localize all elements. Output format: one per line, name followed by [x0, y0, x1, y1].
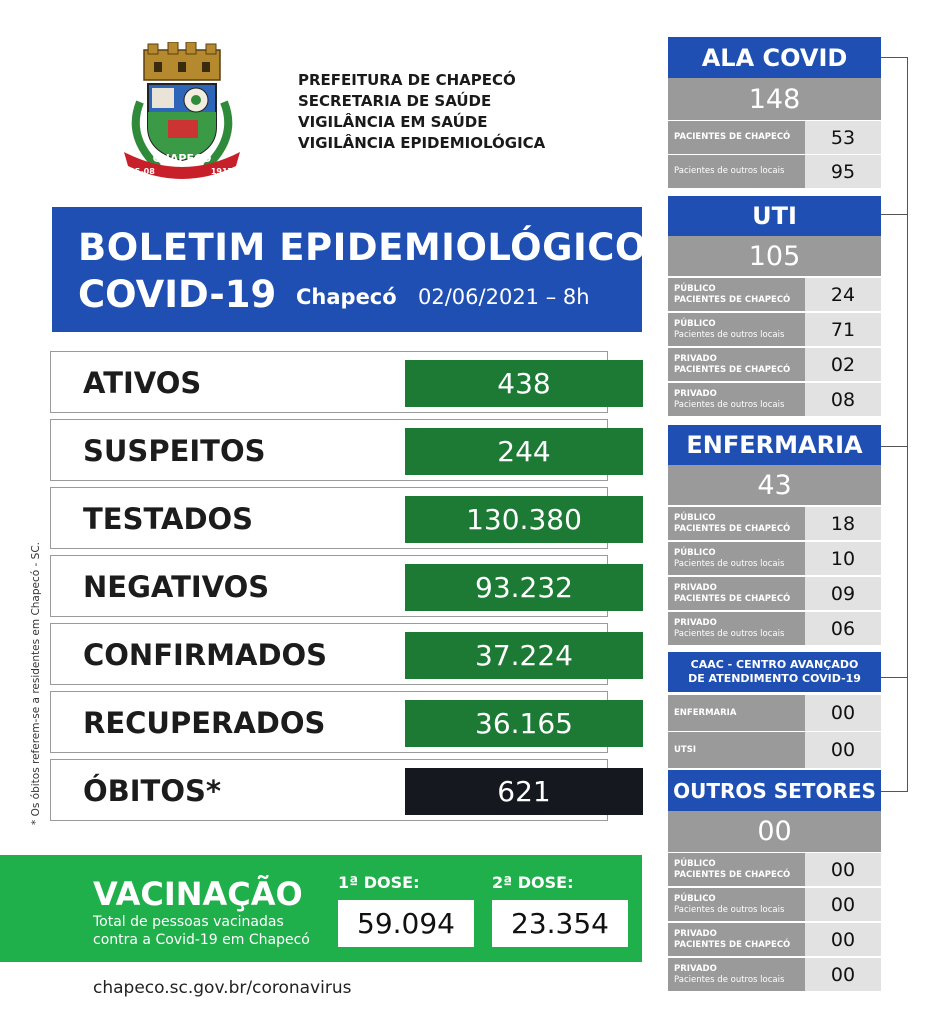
enfermaria-total: 43: [668, 465, 881, 505]
page-title: BOLETIM EPIDEMIOLÓGICO: [78, 226, 647, 269]
row-label: PÚBLICO Pacientes de outros locais: [668, 313, 805, 346]
vaccination-title: VACINAÇÃO: [93, 875, 303, 913]
dose2-value: 23.354: [492, 900, 628, 947]
outros-setores-header: OUTROS SETORES: [668, 770, 881, 811]
organization-name: [298, 70, 545, 154]
panel-connector-tick: [881, 677, 908, 678]
deaths-footnote: [12, 505, 52, 825]
row-value: 24: [805, 278, 881, 311]
row-label: PRIVADO PACIENTES DE CHAPECÓ: [668, 348, 805, 381]
vaccination-panel: [0, 855, 642, 962]
stat-label: NEGATIVOS: [83, 570, 270, 604]
crest-date-left: 25-08: [129, 167, 155, 176]
uti-row: [668, 382, 881, 416]
page-subtitle: COVID-19: [78, 273, 277, 316]
crest-date-right: 1917: [210, 167, 234, 176]
stat-label: ÓBITOS*: [83, 774, 222, 808]
row-label: Pacientes de outros locais: [668, 155, 805, 188]
stat-value: 93.232: [405, 564, 643, 611]
enfermaria-row: [668, 541, 881, 575]
chapeco-coat-of-arms: [118, 42, 246, 182]
uti-row: [668, 347, 881, 381]
row-value: 00: [805, 958, 881, 991]
ala-covid-row: [668, 120, 881, 154]
stat-row-obitos: [50, 759, 608, 821]
org-line-1: PREFEITURA DE CHAPECÓ: [298, 71, 516, 89]
row-label: PÚBLICO PACIENTES DE CHAPECÓ: [668, 278, 805, 311]
outros-setores-row: [668, 887, 881, 921]
stat-label: TESTADOS: [83, 502, 254, 536]
row-value: 00: [805, 732, 881, 768]
row-value: 00: [805, 923, 881, 956]
stat-row-ativos: [50, 351, 608, 413]
dose1-value: 59.094: [338, 900, 474, 947]
dose2-label: 2ª DOSE:: [492, 873, 574, 892]
uti-header: UTI: [668, 196, 881, 236]
stat-label: SUSPEITOS: [83, 434, 266, 468]
caac-row: [668, 731, 881, 768]
enfermaria-header: ENFERMARIA: [668, 425, 881, 465]
stat-value: 438: [405, 360, 643, 407]
row-label: PÚBLICO Pacientes de outros locais: [668, 888, 805, 921]
row-value: 18: [805, 507, 881, 540]
row-value: 95: [805, 155, 881, 188]
stat-value: 37.224: [405, 632, 643, 679]
ala-covid-total: 148: [668, 78, 881, 120]
stat-value: 244: [405, 428, 643, 475]
uti-row: [668, 312, 881, 346]
vaccination-subtitle-line-2: contra a Covid-19 em Chapecó: [93, 932, 310, 948]
row-value: 00: [805, 695, 881, 731]
stat-row-recuperados: [50, 691, 608, 753]
row-value: 53: [805, 121, 881, 154]
panel-connector-line: [881, 57, 908, 792]
row-label: PACIENTES DE CHAPECÓ: [668, 121, 805, 154]
stat-label: RECUPERADOS: [83, 706, 326, 740]
enfermaria-row: [668, 506, 881, 540]
enfermaria-row: [668, 576, 881, 610]
stat-value: 36.165: [405, 700, 643, 747]
row-value: 00: [805, 853, 881, 886]
stat-row-testados: [50, 487, 608, 549]
outros-setores-row: [668, 852, 881, 886]
row-label: PRIVADO Pacientes de outros locais: [668, 612, 805, 645]
row-value: 10: [805, 542, 881, 575]
row-label: PRIVADO Pacientes de outros locais: [668, 383, 805, 416]
stat-label: CONFIRMADOS: [83, 638, 328, 672]
stat-label: ATIVOS: [83, 366, 202, 400]
enfermaria-row: [668, 611, 881, 645]
org-line-3: VIGILÂNCIA EM SAÚDE: [298, 113, 488, 131]
outros-setores-total: 00: [668, 811, 881, 852]
row-value: 02: [805, 348, 881, 381]
panel-connector-tick: [881, 446, 908, 447]
vaccination-subtitle-line-1: Total de pessoas vacinadas: [93, 914, 284, 930]
bulletin-date: 02/06/2021 – 8h: [418, 285, 590, 309]
caac-title-line-1: CAAC - CENTRO AVANÇADO: [690, 658, 859, 671]
row-label: PÚBLICO Pacientes de outros locais: [668, 542, 805, 575]
website-url: chapeco.sc.gov.br/coronavirus: [93, 978, 352, 998]
uti-total: 105: [668, 236, 881, 276]
outros-setores-row: [668, 957, 881, 991]
ala-covid-header: ALA COVID: [668, 37, 881, 78]
row-label: UTSI: [668, 732, 805, 768]
org-line-2: SECRETARIA DE SAÚDE: [298, 92, 492, 110]
row-label: PRIVADO Pacientes de outros locais: [668, 958, 805, 991]
crest-city-text: CHAPECÓ: [152, 152, 212, 165]
panel-connector-tick: [881, 214, 908, 215]
vaccination-subtitle: [93, 913, 310, 949]
row-value: 71: [805, 313, 881, 346]
row-value: 08: [805, 383, 881, 416]
row-label: PRIVADO PACIENTES DE CHAPECÓ: [668, 923, 805, 956]
row-value: 09: [805, 577, 881, 610]
caac-title-line-2: DE ATENDIMENTO COVID-19: [688, 672, 861, 685]
caac-row: [668, 694, 881, 731]
stat-row-suspeitos: [50, 419, 608, 481]
dose1-label: 1ª DOSE:: [338, 873, 420, 892]
deaths-footnote-text: * Os óbitos referem-se a residentes em Chapecó - SC.: [30, 542, 42, 825]
row-label: PRIVADO PACIENTES DE CHAPECÓ: [668, 577, 805, 610]
stat-row-confirmados: [50, 623, 608, 685]
row-label: PÚBLICO PACIENTES DE CHAPECÓ: [668, 507, 805, 540]
org-line-4: VIGILÂNCIA EPIDEMIOLÓGICA: [298, 134, 546, 152]
stat-value: 621: [405, 768, 643, 815]
stat-value: 130.380: [405, 496, 643, 543]
ala-covid-row: [668, 154, 881, 188]
caac-header: [668, 652, 881, 692]
stat-row-negativos: [50, 555, 608, 617]
outros-setores-row: [668, 922, 881, 956]
row-label: ENFERMARIA: [668, 695, 805, 731]
row-label: PÚBLICO PACIENTES DE CHAPECÓ: [668, 853, 805, 886]
uti-row: [668, 277, 881, 311]
row-value: 06: [805, 612, 881, 645]
row-value: 00: [805, 888, 881, 921]
city-label: Chapecó: [296, 285, 397, 309]
